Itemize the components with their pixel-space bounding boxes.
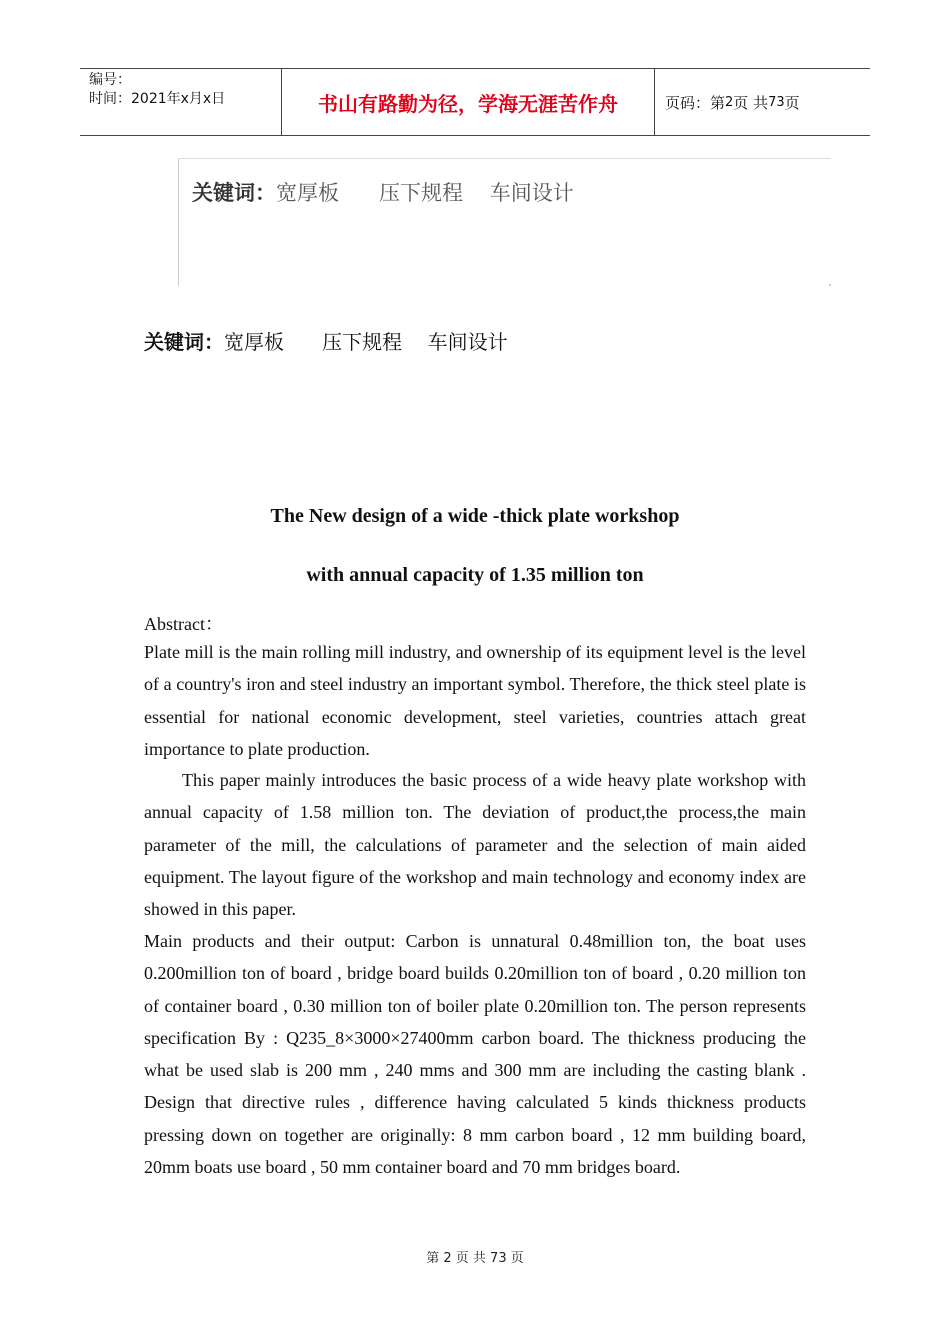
english-title-line-1: The New design of a wide -thick plate workshop bbox=[270, 505, 680, 527]
image-corner-mark bbox=[829, 284, 831, 286]
page-label-suffix: 页 bbox=[784, 93, 800, 112]
page-label-mid: 页 共 bbox=[733, 93, 769, 112]
document-number-label: 编号： bbox=[89, 72, 131, 88]
page-current: 2 bbox=[725, 94, 734, 110]
abstract-paragraph: This paper mainly introduces the basic process of a wide heavy plate workshop with annual capacity of 1.58 million ton. The deviation of product,the process,the main parameter of the mill, the calculations of parameter and the selection of main aided equipment. The layout figure of the workshop and main technology and economy index are showed in this paper. bbox=[144, 770, 806, 920]
keywords-terms: 宽厚板 压下规程 车间设计 bbox=[224, 330, 508, 354]
page-header bbox=[80, 68, 870, 136]
header-motto-cell bbox=[281, 69, 655, 135]
keywords-image-terms: 宽厚板 压下规程 车间设计 bbox=[276, 181, 574, 205]
header-motto: 书山有路勤为径，学海无涯苦作舟 bbox=[318, 91, 618, 116]
page-footer: 第 2 页 共 73 页 bbox=[426, 1251, 524, 1266]
abstract-paragraph: Main products and their output: Carbon is unnatural 0.48million ton, the boat uses 0.200million ton of board , bridge board builds 0.20million ton of board , 0.20 million ton of container board , 0.30 million ton of boiler plate 0.20million ton. The person represents specification By : Q235_8×3000×27400mm carbon board. The thickness producing the what be used slab is 200 mm , 240 mms and 300 mm are including the casting blank . Design that directive rules , difference having calculated 5 kinds thickness products pressing down on together are originally: 8 mm carbon board , 12 mm building board, 20mm boats use board , 50 mm container board and 70 mm bridges board. bbox=[144, 931, 806, 1178]
english-title-line-2: with annual capacity of 1.35 million ton bbox=[306, 564, 644, 586]
header-meta bbox=[80, 69, 281, 135]
keywords-image-line bbox=[192, 177, 574, 207]
keywords-image-label: 关键词： bbox=[192, 181, 276, 205]
page-total: 73 bbox=[768, 94, 785, 110]
page-label-prefix: 页码：第 bbox=[665, 93, 726, 112]
document-date: 时间：2021年x月x日 bbox=[89, 91, 226, 107]
abstract-paragraph: Plate mill is the main rolling mill industry, and ownership of its equipment level is the level of a country's iron and steel industry an important symbol. Therefore, the thick steel plate is essential for national economic development, steel varieties, countries attach great importance to plate production. bbox=[144, 642, 806, 759]
keywords-line bbox=[144, 326, 508, 355]
header-page-info bbox=[655, 69, 870, 135]
abstract-label: Abstract： bbox=[144, 614, 223, 634]
keywords-label: 关键词： bbox=[144, 330, 224, 354]
keywords-screenshot-image bbox=[178, 158, 831, 286]
